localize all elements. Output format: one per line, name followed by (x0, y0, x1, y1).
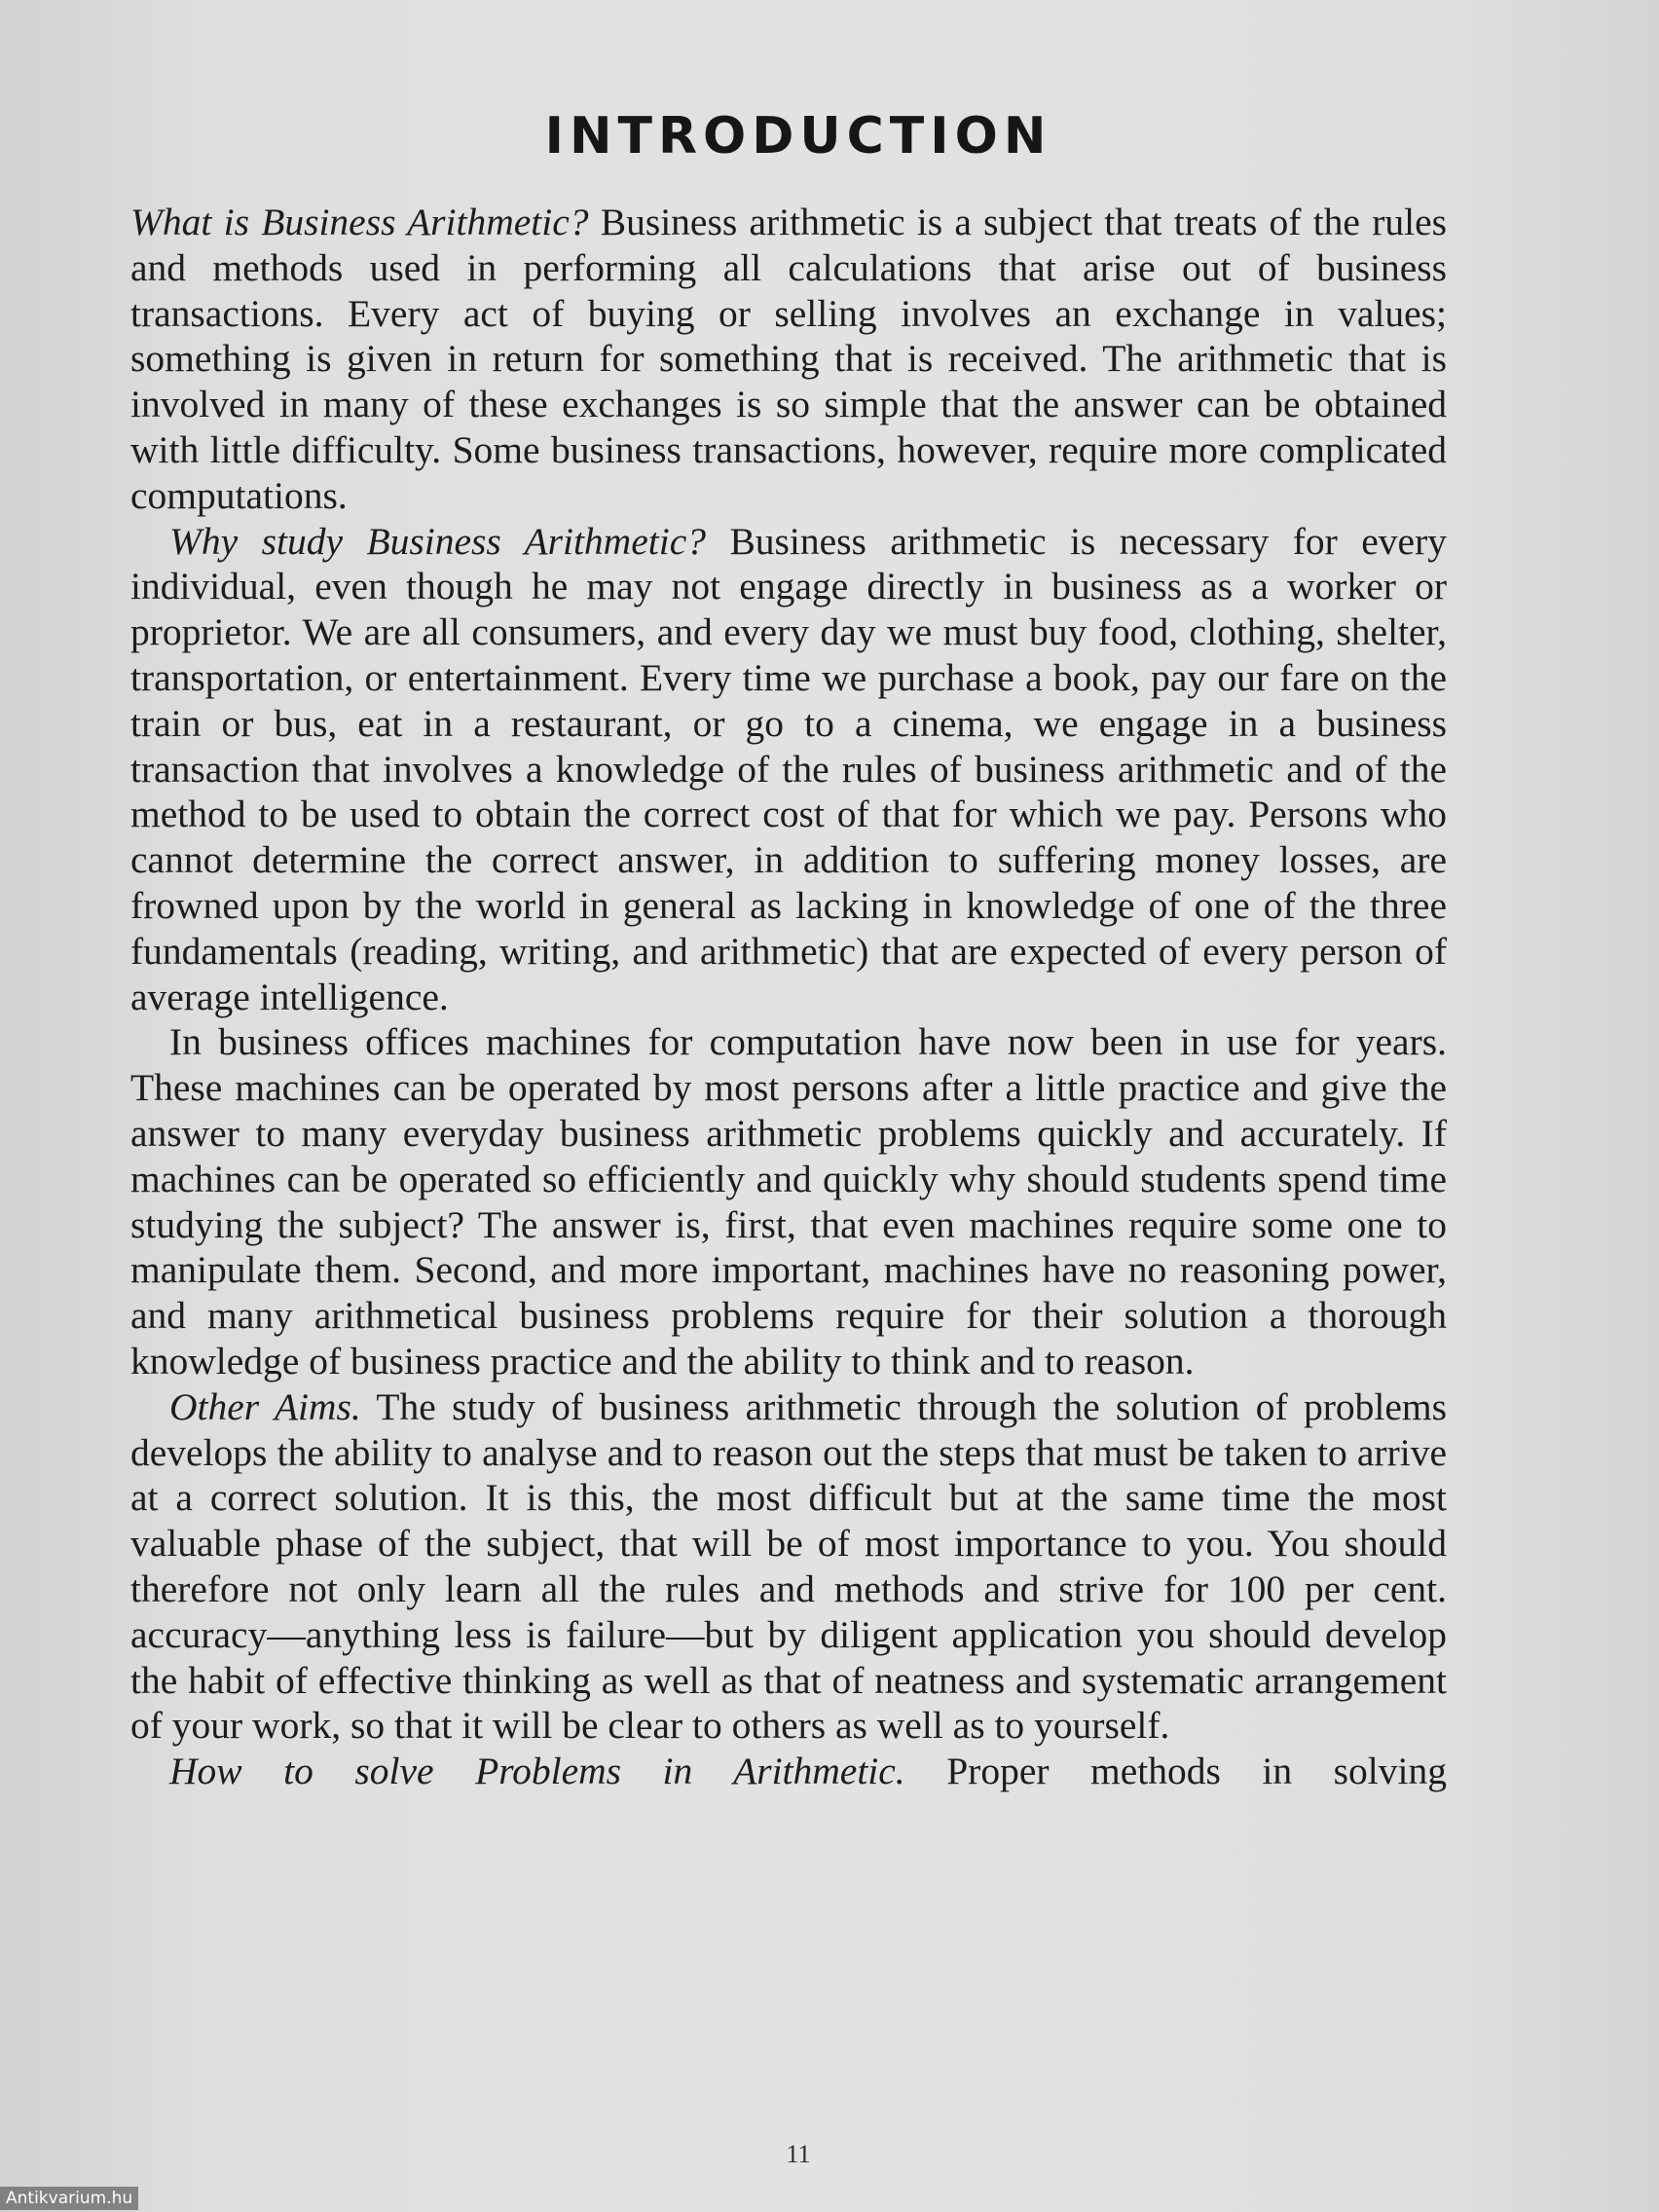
paragraph-why-study (130, 519, 1447, 1020)
page-title: INTRODUCTION (544, 107, 1052, 166)
watermark: Antikvarium.hu (0, 2187, 138, 2210)
show-through-text (1090, 0, 1499, 107)
paragraph-lead: Why study Business Arithmetic? (169, 519, 706, 563)
paragraph-other-aims (130, 1384, 1447, 1749)
paragraph-text: Business arithmetic is a subject that treats of the rules and methods used in performing all calculations that arise out of business transactions. Every act of buying or selling involves an exchange in values; something is given in return for something that is received. The arithmetic that is involved in many of these exchanges is so simple that the answer can be obtained with little difficulty. Some business transactions, however, require more complicated computations. (130, 201, 1447, 517)
paragraph-text: Business arithmetic is necessary for every individual, even though he may not engage directly in business as a worker or proprietor. We are all consumers, and every day we must buy food, clothing, shelter, transportation, or entertainment. Every time we purchase a book, pay our fare on the train or bus, eat in a restaurant, or go to a cinema, we engage in a business transaction that involves a knowledge of the rules of business arithmetic and of the method to be used to obtain the correct cost of that for which we pay. Persons who cannot determine the correct answer, in addition to suffering money losses, are frowned upon by the world in general as lacking in knowledge of one of the three fundamentals (reading, writing, and arithmetic) that are expected of every person of average intelligence. (130, 519, 1447, 1018)
page-number: 11 (786, 2140, 811, 2168)
body-text (130, 200, 1447, 1794)
paragraph-what-is (130, 200, 1447, 519)
paragraph-lead: How to solve Problems in Arithmetic. (169, 1750, 905, 1793)
paragraph-lead: Other Aims. (169, 1384, 361, 1428)
paragraph-lead: What is Business Arithmetic? (130, 201, 589, 243)
paragraph-text: Proper methods in solving (904, 1750, 1447, 1793)
paragraph-how-to-solve (130, 1749, 1447, 1794)
paragraph-text: The study of business arithmetic through the solution of problems develops the ability to analyse and to reason out the steps that must be taken to arrive at a correct solution. It is this, the most difficult but at the same time the most valuable phase of the subject, that will be of most importance to you. You should therefore not only learn all the rules and methods and strive for 100 per cent. accuracy—anything less is failure—but by diligent application you should develop the habit of effective thinking as well as that of neatness and systematic arrangement of your work, so that it will be clear to others as well as to yourself. (130, 1384, 1447, 1748)
paragraph-machines (130, 1019, 1447, 1383)
paragraph-text: In business offices machines for computation have now been in use for years. These machines can be operated by most persons after a little practice and give the answer to many everyday business arithmetic problems quickly and accurately. If machines can be operated so efficiently and quickly why should students spend time studying the subject? The answer is, first, that even machines require some one to manipulate them. Second, and more important, machines have no reasoning power, and many arithmetical business problems require for their solution a thorough knowledge of business practice and the ability to think and to reason. (130, 1020, 1447, 1382)
